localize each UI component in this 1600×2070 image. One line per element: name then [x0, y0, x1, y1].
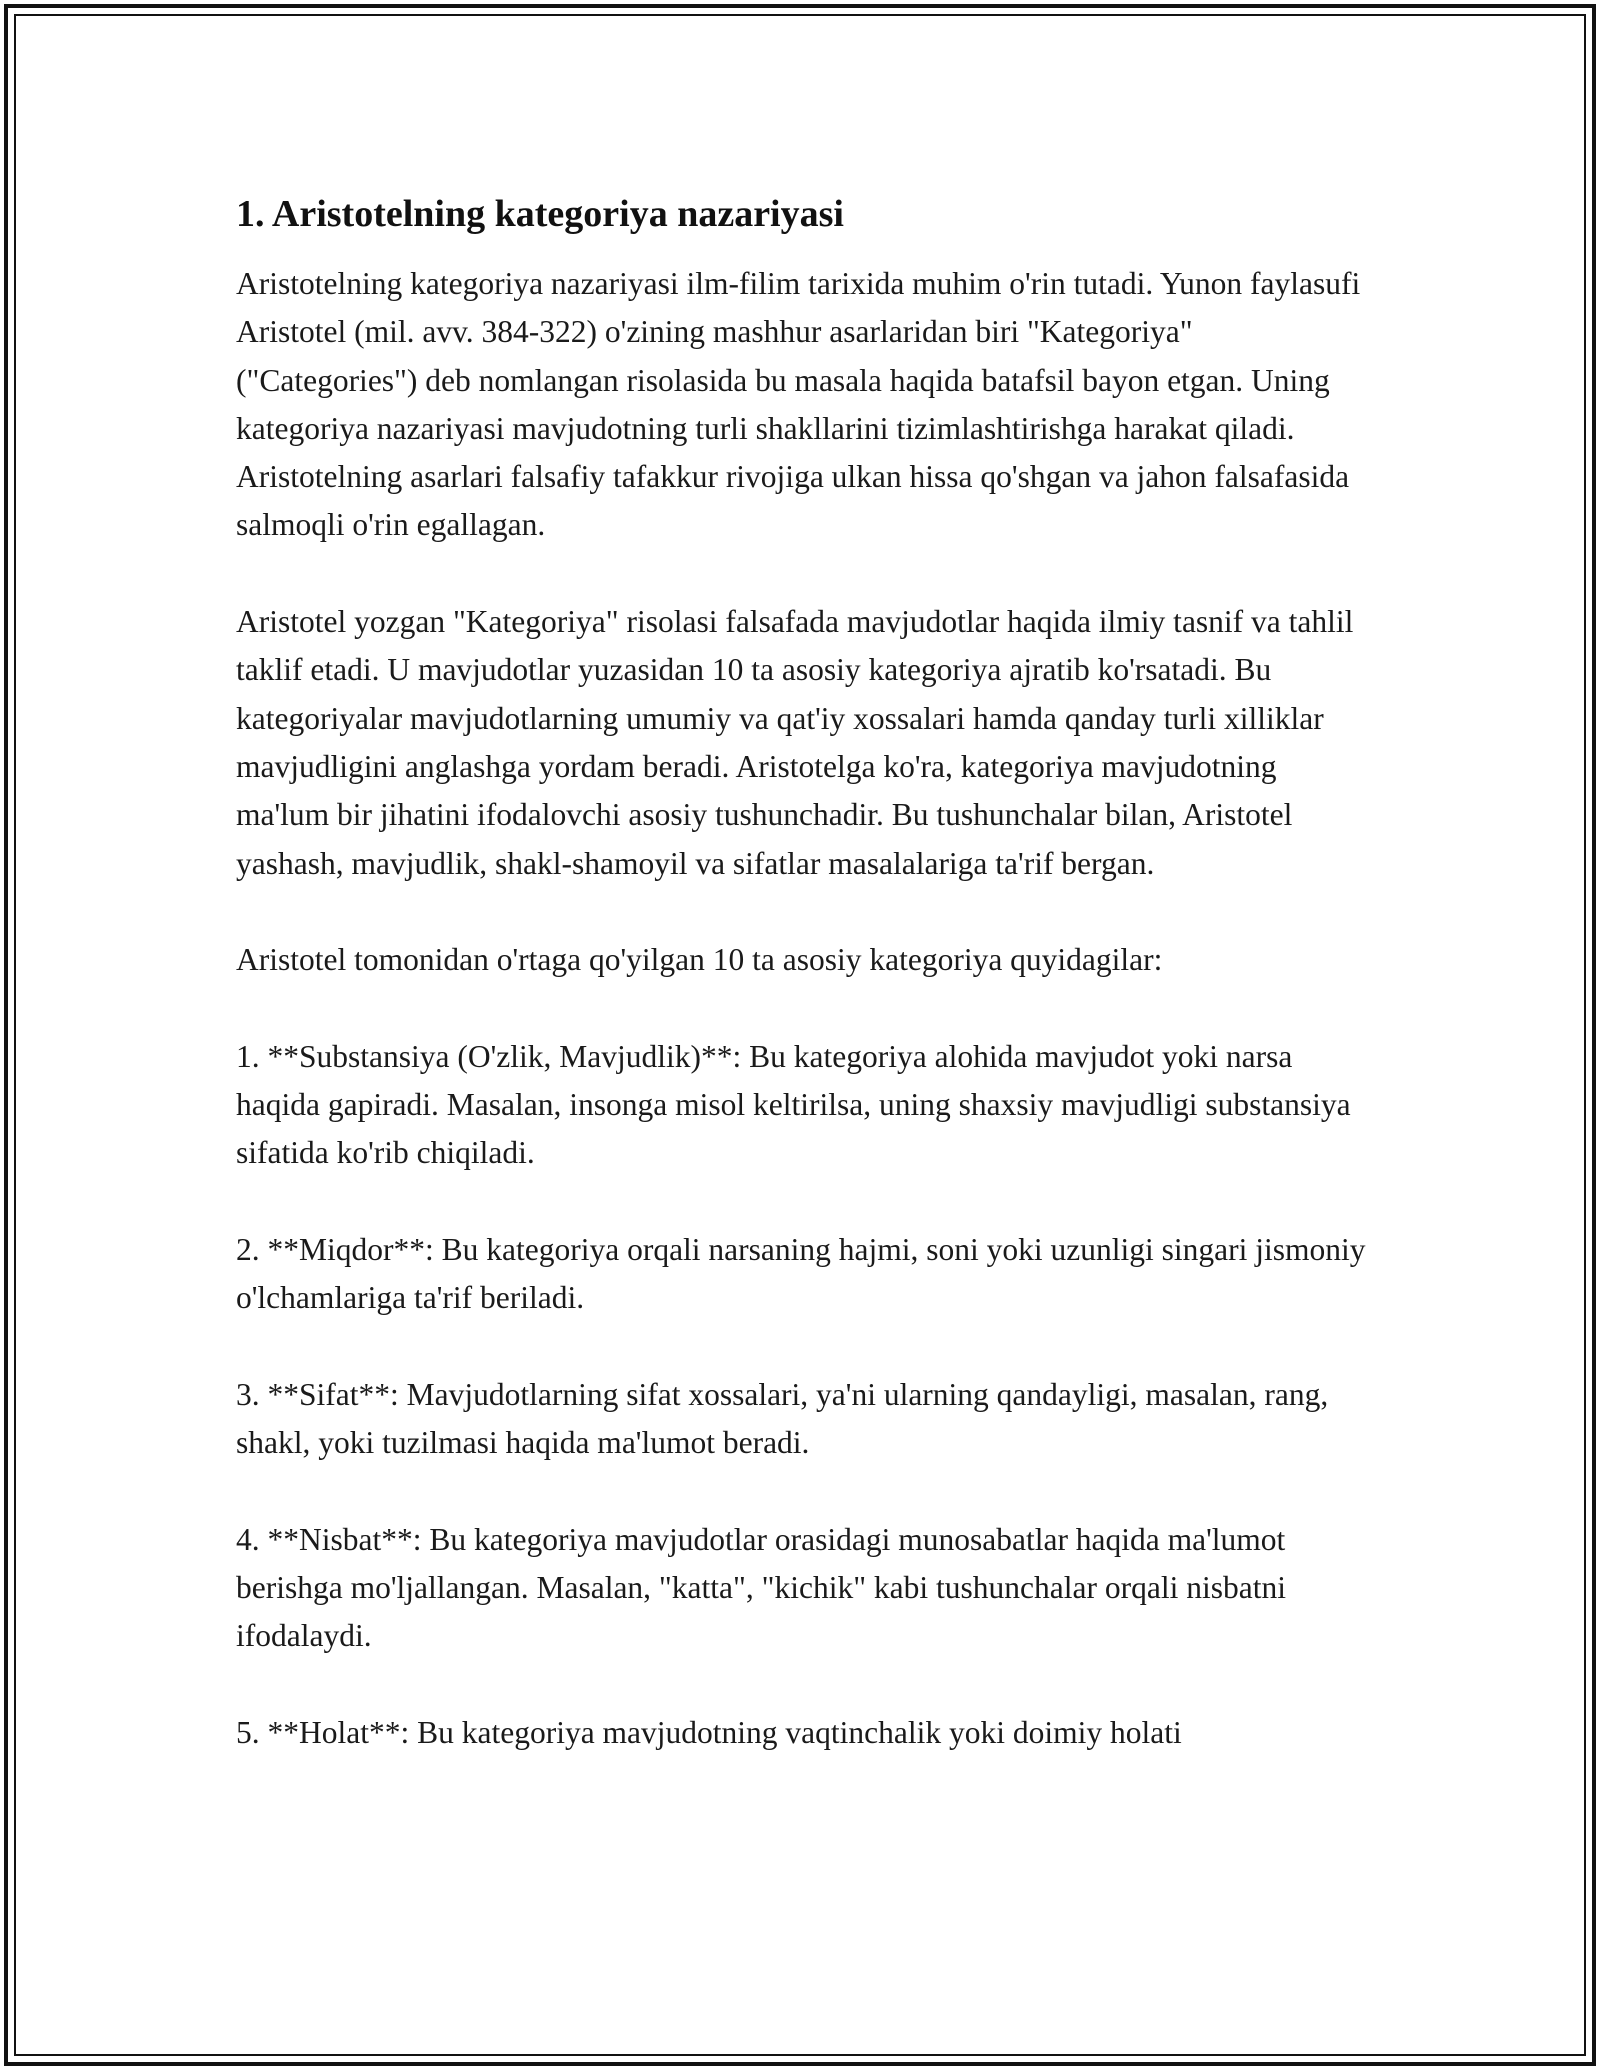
paragraph-intro: Aristotelning kategoriya nazariyasi ilm-filim tarixida muhim o'rin tutadi. Yunon faylasufi Aristotel (mil. avv. 384-322) o'zining mashhur asarlaridan biri "Kategoriya" ("Categories") deb nomlangan risolasida bu masala haqida batafsil bayon etgan. Uning kategoriya nazariyasi mavjudotning turli shakllarini tizimlashtirishga harakat qiladi. Aristotelning asarlari falsafiy tafakkur rivojiga ulkan hissa qo'shgan va jahon falsafasida salmoqli o'rin egallagan. [236, 266, 1361, 543]
document-title: 1. Aristotelning kategoriya nazariyasi [236, 193, 844, 235]
list-item-substansiya: 1. **Substansiya (O'zlik, Mavjudlik)**: Bu kategoriya alohida mavjudot yoki narsa haqida gapiradi. Masalan, insonga misol keltirilsa, uning shaxsiy mavjudligi substansiya sifatida ko'rib chiqiladi. [236, 1038, 1351, 1171]
list-item-holat: 5. **Holat**: Bu kategoriya mavjudotning vaqtinchalik yoki doimiy holati [236, 1714, 1182, 1750]
list-item-miqdor: 2. **Miqdor**: Bu kategoriya orqali narsaning hajmi, soni yoki uzunligi singari jismoniy o'lchamlariga ta'rif beriladi. [236, 1231, 1366, 1316]
document-page [236, 190, 1376, 1757]
paragraph-categories-treatise: Aristotel yozgan "Kategoriya" risolasi falsafada mavjudotlar haqida ilmiy tasnif va tahlil taklif etadi. U mavjudotlar yuzasidan 10 ta asosiy kategoriya ajratib ko'rsatadi. Bu kategoriyalar mavjudotlarning umumiy va qat'iy xossalari hamda qanday turli xilliklar mavjudligini anglashga yordam beradi. Aristotelga ko'ra, kategoriya mavjudotning ma'lum bir jihatini ifodalovchi asosiy tushunchadir. Bu tushunchalar bilan, Aristotel yashash, mavjudlik, shakl-shamoyil va sifatlar masalalariga ta'rif bergan. [236, 604, 1354, 881]
paragraph-list-intro: Aristotel tomonidan o'rtaga qo'yilgan 10 ta asosiy kategoriya quyidagilar: [236, 942, 1163, 978]
list-item-sifat: 3. **Sifat**: Mavjudotlarning sifat xossalari, ya'ni ularning qandayligi, masalan, rang, shakl, yoki tuzilmasi haqida ma'lumot beradi. [236, 1376, 1329, 1461]
list-item-nisbat: 4. **Nisbat**: Bu kategoriya mavjudotlar orasidagi munosabatlar haqida ma'lumot berishga mo'ljallangan. Masalan, "katta", "kichik" kabi tushunchalar orqali nisbatni ifodalaydi. [236, 1521, 1286, 1654]
